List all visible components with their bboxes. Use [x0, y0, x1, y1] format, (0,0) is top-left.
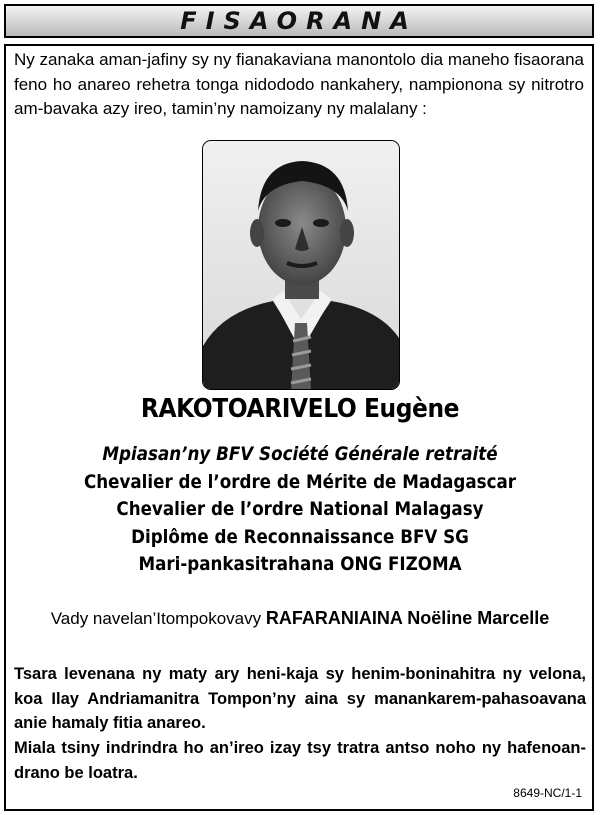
portrait-illustration — [203, 141, 400, 390]
spouse-name: RAFARANIAINA Noëline Marcelle — [265, 608, 550, 628]
honor-title: Mari-pankasitrahana ONG FIZOMA — [138, 553, 462, 576]
honor-title: Mpiasan’ny BFV Société Générale retraité — [102, 443, 498, 465]
closing-paragraph: Tsara levenana ny maty ary heni-kaja sy henim-boninahitra ny velona, koa Ilay Andriamanitra Tompon’ny aina sy manankarem-pahasoavana anie hamaly fitia anareo. — [14, 665, 586, 733]
spouse-line — [0, 608, 600, 629]
closing-text — [14, 662, 586, 786]
portrait-photo — [202, 140, 400, 390]
header-banner — [4, 4, 594, 38]
honors-list — [36, 441, 564, 579]
deceased-name: RAKOTOARIVELO Eugène — [140, 394, 460, 424]
closing-paragraph: Miala tsiny indrindra ho an’ireo izay tsy tratra antso noho ny hafenoan-drano be loatra. — [14, 739, 586, 782]
honor-title: Chevalier de l’ordre National Malagasy — [116, 498, 484, 521]
honor-title: Chevalier de l’ordre de Mérite de Madagascar — [83, 470, 517, 493]
header-title: FISAORANA — [180, 7, 418, 35]
reference-code: 8649-NC/1-1 — [513, 786, 582, 800]
spouse-prefix: Vady navelan’Itompokovavy — [50, 609, 262, 628]
intro-paragraph: Ny zanaka aman-jafiny sy ny fianakaviana manontolo dia maneho fisaorana feno ho anareo rehetra tonga nidododo nankahery, nampionona sy nitrotro am-bavaka azy ireo, tamin’ny namoizany ny malalany : — [14, 50, 584, 118]
honor-title: Diplôme de Reconnaissance BFV SG — [131, 525, 469, 548]
